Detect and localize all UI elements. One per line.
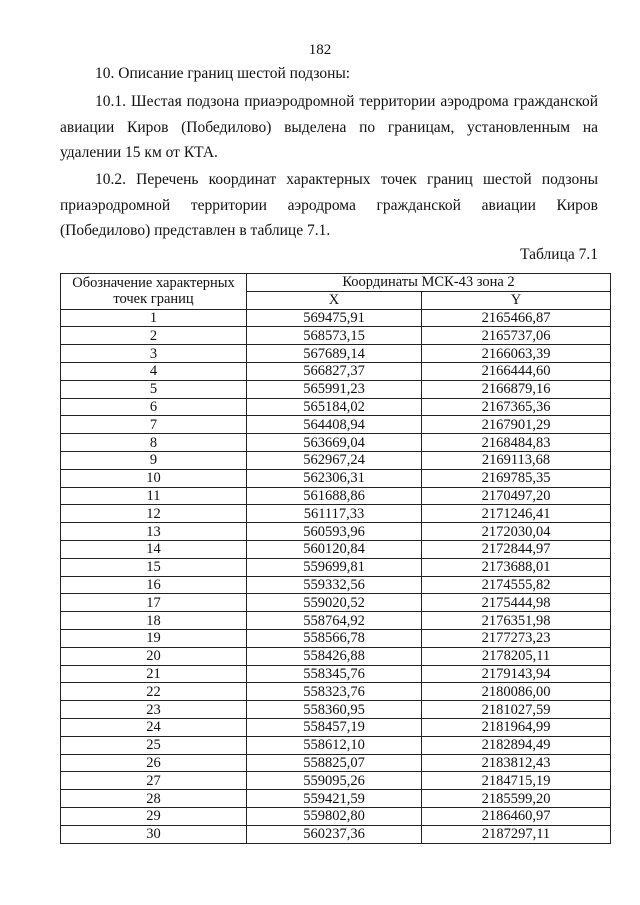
table-row: [61, 434, 611, 452]
table-row: [61, 594, 611, 612]
cell-point: 27: [61, 772, 247, 790]
table-row: [61, 345, 611, 363]
table-row: [61, 540, 611, 558]
cell-point: 29: [61, 807, 247, 825]
cell-y: 2172030,04: [422, 523, 611, 541]
header-point-designation: [61, 274, 247, 310]
cell-y: 2182894,49: [422, 736, 611, 754]
table-row: [61, 505, 611, 523]
cell-point: 22: [61, 683, 247, 701]
cell-point: 24: [61, 718, 247, 736]
cell-point: 26: [61, 754, 247, 772]
table-row: [61, 772, 611, 790]
cell-x: 560120,84: [247, 540, 422, 558]
cell-y: 2180086,00: [422, 683, 611, 701]
cell-y: 2168484,83: [422, 434, 611, 452]
section-heading: 10. Описание границ шестой подзоны:: [95, 65, 351, 82]
cell-point: 6: [61, 398, 247, 416]
cell-y: 2166444,60: [422, 362, 611, 380]
cell-y: 2169113,68: [422, 451, 611, 469]
cell-x: 566827,37: [247, 362, 422, 380]
cell-x: 560593,96: [247, 523, 422, 541]
cell-y: 2165466,87: [422, 309, 611, 327]
table-row: [61, 807, 611, 825]
coordinates-table: [60, 273, 611, 844]
cell-x: 559421,59: [247, 790, 422, 808]
cell-x: 558426,88: [247, 647, 422, 665]
cell-y: 2170497,20: [422, 487, 611, 505]
cell-x: 558360,95: [247, 701, 422, 719]
cell-x: 569475,91: [247, 309, 422, 327]
table-row: [61, 451, 611, 469]
cell-x: 559802,80: [247, 807, 422, 825]
cell-y: 2173688,01: [422, 558, 611, 576]
cell-x: 568573,15: [247, 327, 422, 345]
cell-x: 558825,07: [247, 754, 422, 772]
cell-point: 7: [61, 416, 247, 434]
table-row: [61, 362, 611, 380]
cell-y: 2166063,39: [422, 345, 611, 363]
header-coordinates: Координаты МСК-43 зона 2: [247, 274, 611, 292]
table-row: [61, 718, 611, 736]
cell-point: 5: [61, 380, 247, 398]
header-point-line1: Обозначение характерных: [72, 275, 235, 292]
cell-x: 559095,26: [247, 772, 422, 790]
cell-x: 565184,02: [247, 398, 422, 416]
cell-y: 2171246,41: [422, 505, 611, 523]
cell-y: 2179143,94: [422, 665, 611, 683]
cell-point: 19: [61, 629, 247, 647]
cell-x: 559332,56: [247, 576, 422, 594]
table-row: [61, 416, 611, 434]
cell-x: 558345,76: [247, 665, 422, 683]
cell-point: 3: [61, 345, 247, 363]
table-row: [61, 523, 611, 541]
cell-point: 2: [61, 327, 247, 345]
table-row: [61, 487, 611, 505]
cell-y: 2181964,99: [422, 718, 611, 736]
cell-x: 558764,92: [247, 612, 422, 630]
cell-y: 2177273,23: [422, 629, 611, 647]
table-body: [61, 309, 611, 843]
cell-point: 14: [61, 540, 247, 558]
cell-point: 23: [61, 701, 247, 719]
cell-y: 2169785,35: [422, 469, 611, 487]
cell-x: 559020,52: [247, 594, 422, 612]
table-row: [61, 790, 611, 808]
cell-x: 558566,78: [247, 629, 422, 647]
table-row: [61, 701, 611, 719]
cell-point: 21: [61, 665, 247, 683]
cell-y: 2183812,43: [422, 754, 611, 772]
cell-y: 2186460,97: [422, 807, 611, 825]
cell-point: 15: [61, 558, 247, 576]
cell-point: 30: [61, 825, 247, 843]
cell-point: 20: [61, 647, 247, 665]
cell-x: 561117,33: [247, 505, 422, 523]
cell-y: 2187297,11: [422, 825, 611, 843]
header-y: Y: [422, 291, 611, 309]
table-row: [61, 612, 611, 630]
table-row: [61, 754, 611, 772]
cell-point: 25: [61, 736, 247, 754]
table-row: [61, 736, 611, 754]
cell-point: 10: [61, 469, 247, 487]
paragraph-10-2: 10.2. Перечень координат характерных точек границ шестой подзоны приаэродромной территории аэродрома гражданской авиации Киров (Победилово) представлен в таблице 7.1.: [60, 171, 598, 239]
cell-point: 12: [61, 505, 247, 523]
header-x: X: [247, 291, 422, 309]
table-row: [61, 398, 611, 416]
cell-x: 567689,14: [247, 345, 422, 363]
header-point-line2: точек границ: [113, 291, 194, 308]
cell-y: 2167901,29: [422, 416, 611, 434]
cell-x: 558612,10: [247, 736, 422, 754]
cell-x: 558457,19: [247, 718, 422, 736]
cell-point: 17: [61, 594, 247, 612]
cell-y: 2165737,06: [422, 327, 611, 345]
cell-y: 2181027,59: [422, 701, 611, 719]
paragraph-10-1: 10.1. Шестая подзона приаэродромной территории аэродрома гражданской авиации Киров (Победилово) выделена по границам, установленным на удалении 15 км от КТА.: [60, 93, 598, 161]
table-row: [61, 825, 611, 843]
cell-point: 9: [61, 451, 247, 469]
table-row: [61, 309, 611, 327]
table-row: [61, 327, 611, 345]
cell-x: 562306,31: [247, 469, 422, 487]
cell-y: 2174555,82: [422, 576, 611, 594]
cell-x: 560237,36: [247, 825, 422, 843]
table-row: [61, 576, 611, 594]
cell-point: 18: [61, 612, 247, 630]
cell-point: 16: [61, 576, 247, 594]
cell-y: 2185599,20: [422, 790, 611, 808]
cell-point: 8: [61, 434, 247, 452]
cell-x: 562967,24: [247, 451, 422, 469]
cell-y: 2166879,16: [422, 380, 611, 398]
table-row: [61, 665, 611, 683]
cell-y: 2167365,36: [422, 398, 611, 416]
table-header-row: [61, 274, 611, 292]
cell-x: 558323,76: [247, 683, 422, 701]
cell-y: 2175444,98: [422, 594, 611, 612]
table-row: [61, 647, 611, 665]
cell-x: 564408,94: [247, 416, 422, 434]
table-row: [61, 380, 611, 398]
cell-y: 2176351,98: [422, 612, 611, 630]
table-row: [61, 629, 611, 647]
cell-point: 28: [61, 790, 247, 808]
cell-y: 2172844,97: [422, 540, 611, 558]
table-row: [61, 683, 611, 701]
table-row: [61, 469, 611, 487]
cell-x: 559699,81: [247, 558, 422, 576]
table-caption: Таблица 7.1: [520, 246, 598, 263]
cell-point: 1: [61, 309, 247, 327]
cell-point: 11: [61, 487, 247, 505]
cell-x: 565991,23: [247, 380, 422, 398]
cell-y: 2178205,11: [422, 647, 611, 665]
cell-point: 13: [61, 523, 247, 541]
table-row: [61, 558, 611, 576]
cell-x: 563669,04: [247, 434, 422, 452]
page-number: 182: [308, 42, 332, 58]
cell-y: 2184715,19: [422, 772, 611, 790]
cell-x: 561688,86: [247, 487, 422, 505]
cell-point: 4: [61, 362, 247, 380]
